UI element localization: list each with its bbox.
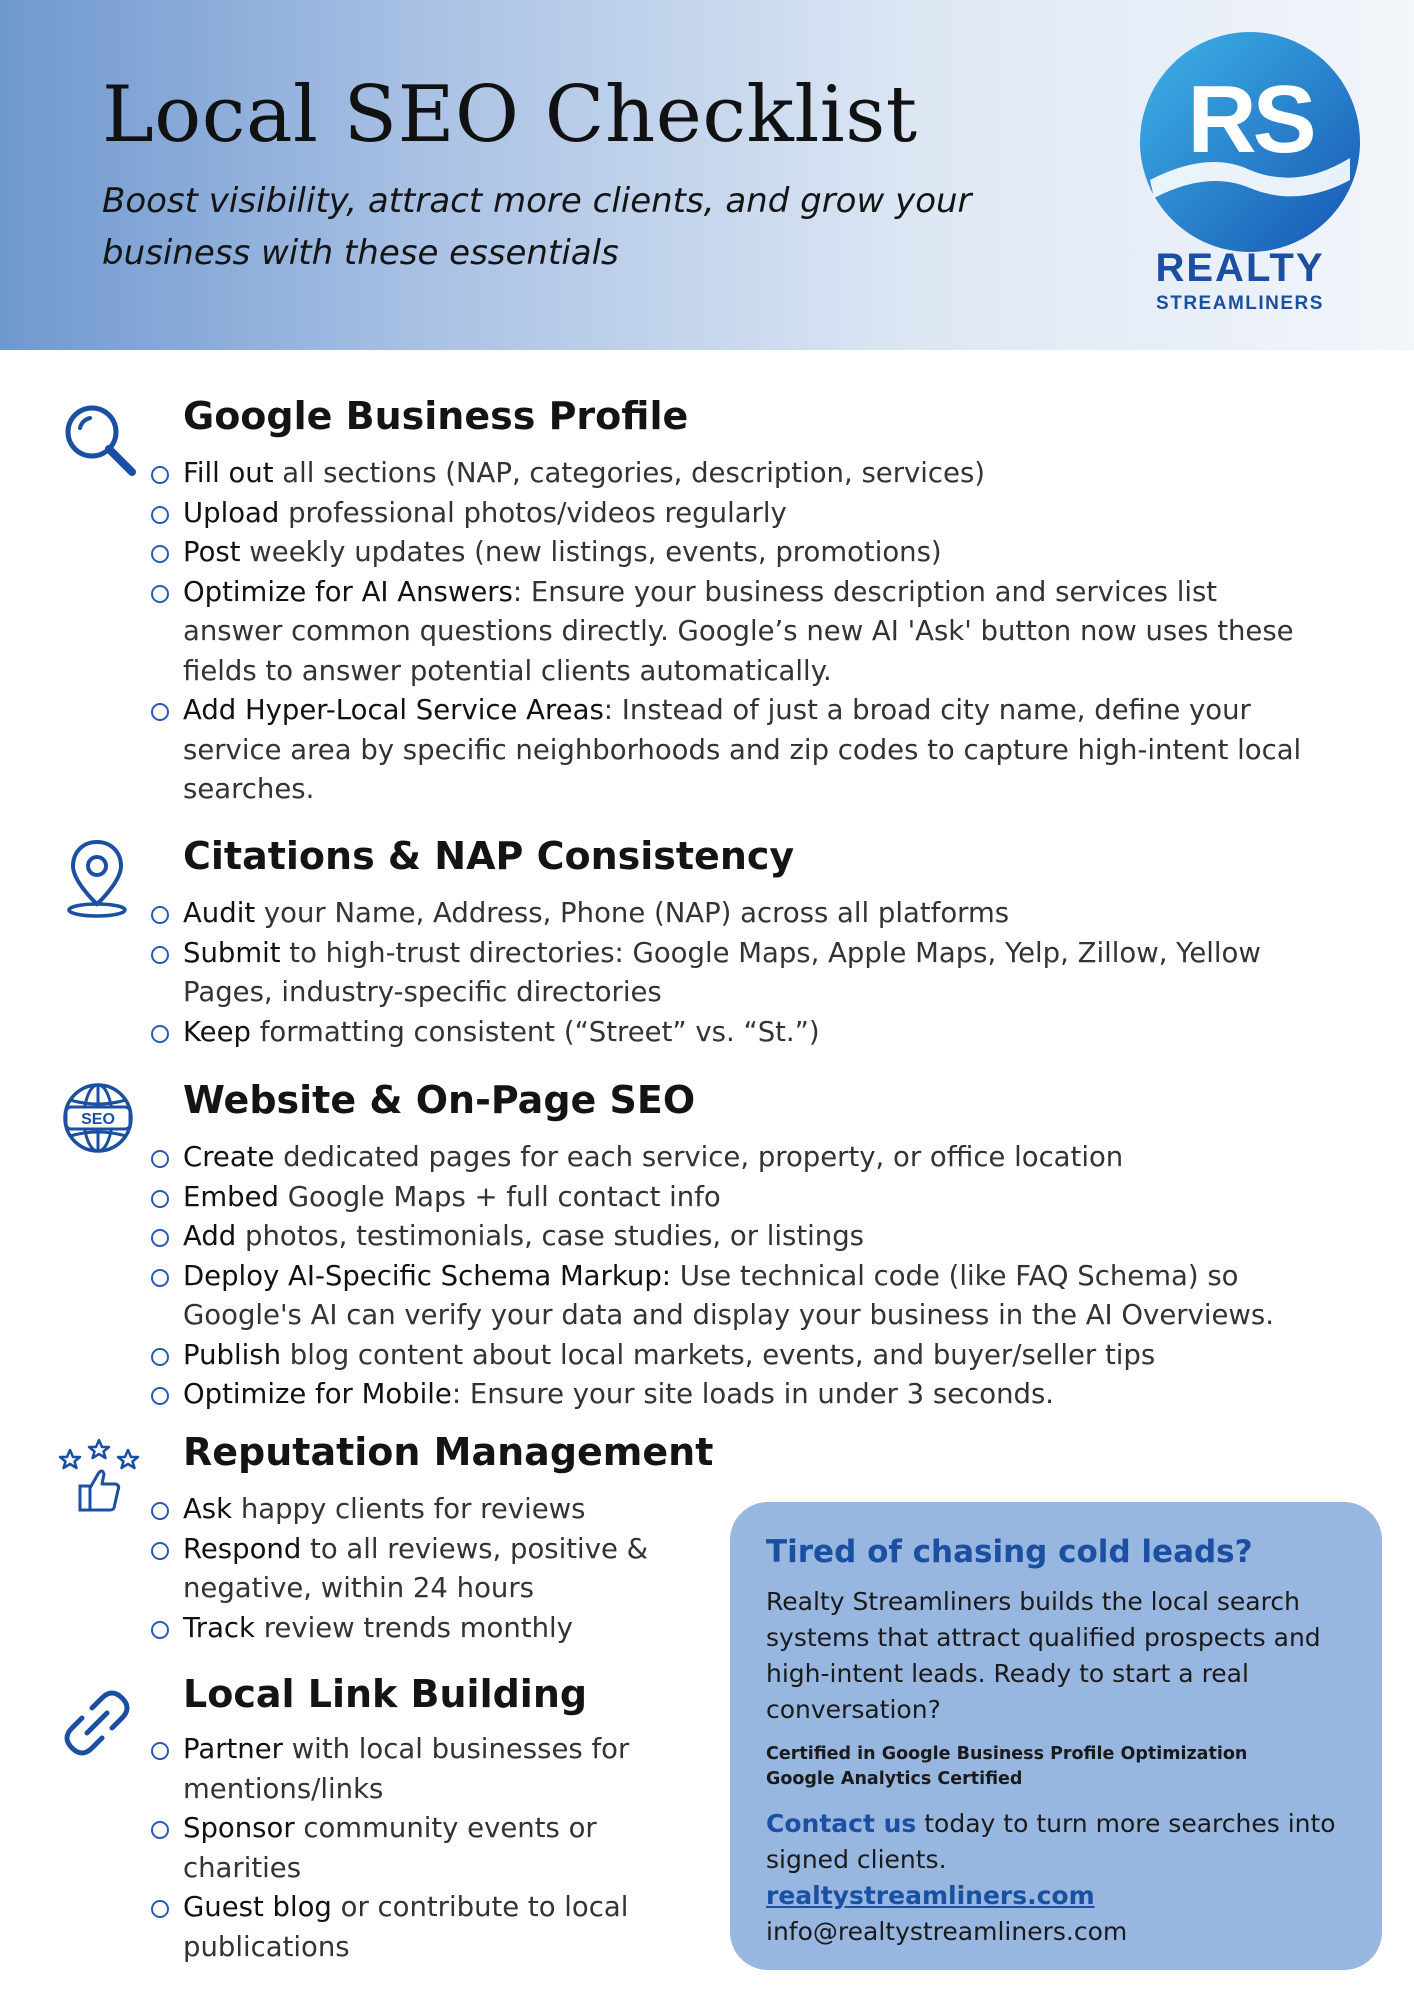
stars-thumbs-up-icon	[56, 1436, 142, 1514]
checklist-item[interactable]: Guest blog or contribute to local publications	[150, 1888, 630, 1967]
brand-name: REALTY	[1155, 246, 1325, 290]
section-title-link-building: Local Link Building	[183, 1672, 588, 1716]
checklist-item[interactable]: Add photos, testimonials, case studies, or listings	[150, 1217, 1310, 1257]
page-subtitle: Boost visibility, attract more clients, and grow your business with these essentials	[102, 181, 972, 273]
checkbox-circle-icon[interactable]	[151, 1150, 169, 1168]
checklist-item[interactable]: Sponsor community events or charities	[150, 1809, 630, 1888]
checklist-item[interactable]: Keep formatting consistent (“Street” vs. “St.”)	[150, 1013, 1310, 1053]
checklist-item[interactable]: Optimize for Mobile: Ensure your site loads in under 3 seconds.	[150, 1375, 1310, 1415]
checkbox-circle-icon[interactable]	[151, 906, 169, 924]
page-title: Local SEO Checklist	[102, 70, 918, 160]
section-title-citations-nap: Citations & NAP Consistency	[183, 834, 795, 878]
checkbox-circle-icon[interactable]	[151, 946, 169, 964]
section-title-reputation: Reputation Management	[183, 1430, 714, 1474]
checklist-website-seo	[150, 1138, 1310, 1415]
checklist-item[interactable]: Fill out all sections (NAP, categories, description, services)	[150, 454, 1310, 494]
contact-card-body: Realty Streamliners builds the local search systems that attract qualified prospects and high-intent leads. Ready to start a real conversation?	[766, 1587, 1321, 1724]
checkbox-circle-icon[interactable]	[151, 1821, 169, 1839]
checklist-citations-nap	[150, 894, 1310, 1052]
checklist-item[interactable]: Deploy AI-Specific Schema Markup: Use technical code (like FAQ Schema) so Google's AI can verify your data and display your business in the AI Overviews.	[150, 1257, 1310, 1336]
checkbox-circle-icon[interactable]	[151, 1387, 169, 1405]
checklist-item[interactable]: Optimize for AI Answers: Ensure your business description and services list answer common questions directly. Google’s new AI 'Ask' button now uses these fields to answer potential clients automatically.	[150, 573, 1310, 692]
seo-label: SEO	[81, 1111, 115, 1128]
checklist-item[interactable]: Embed Google Maps + full contact info	[150, 1178, 1310, 1218]
email-address[interactable]: info@realtystreamliners.com	[766, 1917, 1128, 1946]
search-icon	[60, 400, 140, 480]
certification-analytics: Google Analytics Certified	[766, 1769, 1023, 1789]
logo-monogram: RS	[1187, 66, 1313, 173]
header-banner	[0, 0, 1414, 350]
checklist-item[interactable]: Respond to all reviews, positive & negative, within 24 hours	[150, 1530, 670, 1609]
checklist-item[interactable]: Submit to high-trust directories: Google Maps, Apple Maps, Yelp, Zillow, Yellow Pages, industry-specific directories	[150, 934, 1310, 1013]
checklist-item[interactable]: Track review trends monthly	[150, 1609, 670, 1649]
checkbox-circle-icon[interactable]	[151, 1025, 169, 1043]
contact-line: Contact us today to turn more searches into signed clients.	[766, 1809, 1336, 1874]
checklist-item[interactable]: Upload professional photos/videos regularly	[150, 494, 1310, 534]
checkbox-circle-icon[interactable]	[151, 506, 169, 524]
checkbox-circle-icon[interactable]	[151, 1502, 169, 1520]
checkbox-circle-icon[interactable]	[151, 1900, 169, 1918]
checkbox-circle-icon[interactable]	[151, 585, 169, 603]
checklist-item[interactable]: Publish blog content about local markets, events, and buyer/seller tips	[150, 1336, 1310, 1376]
checklist-item[interactable]: Post weekly updates (new listings, events, promotions)	[150, 533, 1310, 573]
checklist-item[interactable]: Create dedicated pages for each service, property, or office location	[150, 1138, 1310, 1178]
checkbox-circle-icon[interactable]	[151, 1621, 169, 1639]
contact-us-link[interactable]: Contact us	[766, 1809, 917, 1838]
contact-card	[730, 1502, 1382, 1970]
checkbox-circle-icon[interactable]	[151, 545, 169, 563]
brand-tagline: STREAMLINERS	[1156, 293, 1324, 314]
map-pin-icon	[64, 836, 130, 920]
checklist-link-building	[150, 1730, 630, 1967]
checklist-item[interactable]: Add Hyper-Local Service Areas: Instead of just a broad city name, define your service area by specific neighborhoods and zip codes to capture high-intent local searches.	[150, 691, 1310, 810]
section-title-google-business-profile: Google Business Profile	[183, 394, 689, 438]
rs-logo-icon	[1138, 30, 1362, 254]
certification-gbp: Certified in Google Business Profile Optimization	[766, 1744, 1248, 1764]
checkbox-circle-icon[interactable]	[151, 466, 169, 484]
checklist-item[interactable]: Ask happy clients for reviews	[150, 1490, 670, 1530]
checklist-reputation	[150, 1490, 670, 1648]
checkbox-circle-icon[interactable]	[151, 1190, 169, 1208]
checkbox-circle-icon[interactable]	[151, 703, 169, 721]
section-title-website-seo: Website & On-Page SEO	[183, 1078, 696, 1122]
link-icon	[60, 1686, 134, 1760]
checkbox-circle-icon[interactable]	[151, 1229, 169, 1247]
checklist-google-business-profile	[150, 454, 1310, 810]
checkbox-circle-icon[interactable]	[151, 1542, 169, 1560]
checkbox-circle-icon[interactable]	[151, 1348, 169, 1366]
checklist-item[interactable]: Audit your Name, Address, Phone (NAP) across all platforms	[150, 894, 1310, 934]
checklist-item[interactable]: Partner with local businesses for mentions/links	[150, 1730, 630, 1809]
certifications	[766, 1742, 1346, 1792]
contact-card-title: Tired of chasing cold leads?	[766, 1534, 1253, 1570]
checkbox-circle-icon[interactable]	[151, 1742, 169, 1760]
website-link[interactable]: realtystreamliners.com	[766, 1881, 1095, 1910]
seo-globe-icon	[60, 1080, 136, 1156]
checkbox-circle-icon[interactable]	[151, 1269, 169, 1287]
